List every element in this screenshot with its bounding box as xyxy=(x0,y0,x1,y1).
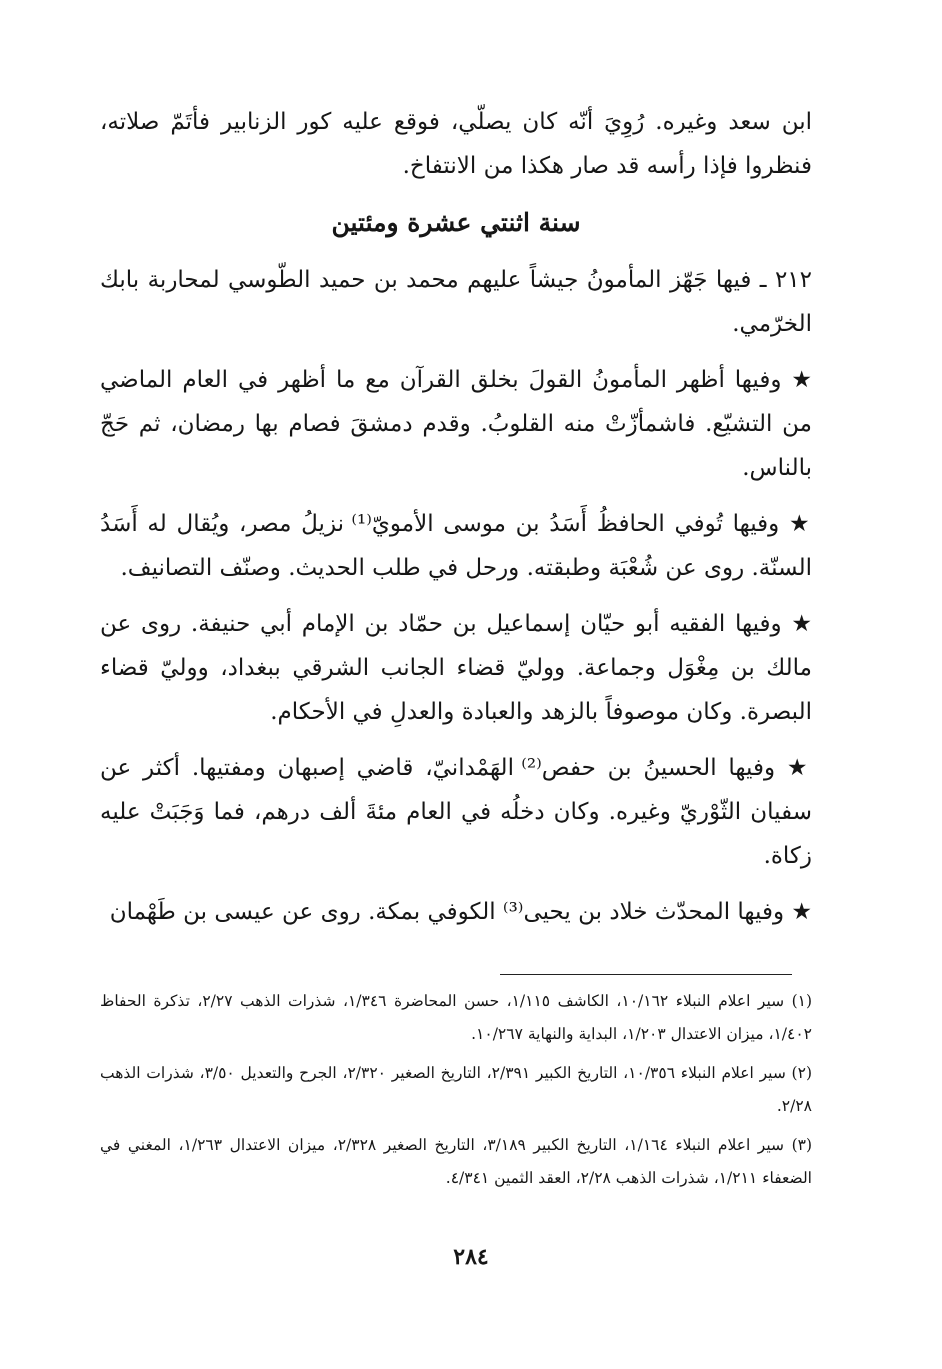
opening-paragraph: ابن سعد وغيره. رُوِيَ أنّه كان يصلّي، فوقع عليه كور الزنابير فأتَمّ صلاته، فنظروا فإذا رأسه قد صار هكذا من الانتفاخ. xyxy=(100,109,812,179)
entry-quran: ★ وفيها أظهر المأمونُ القولَ بخلق القرآن مع ما أظهر في العام الماضي من التشيّع. فاشمأزّتْ منه القلوبُ. وقدم دمشقَ فصام بها رمضان، ثم حَجّ بالناس. xyxy=(100,367,812,481)
footnote-1: (١) سير اعلام النبلاء ١٠/١٦٢، الكاشف ١/١١٥، حسن المحاضرة ١/٣٤٦، شذرات الذهب ٢/٢٧، تذكرة الحفاظ ١/٤٠٢، ميزان الاعتدال ١/٢٠٣، البداية والنهاية ١٠/٢٦٧. xyxy=(100,992,813,1043)
entry-asad: ★ وفيها تُوفي الحافظُ أَسَدُ بن موسى الأمويّ⁽¹⁾ نزيلُ مصر، ويُقال له أَسَدُ السنّة. روى عن شُعْبَة وطبقته. ورحل في طلب الحديث. وصنّف التصانيف. xyxy=(100,511,812,581)
page-number: ٢٨٤ xyxy=(453,1244,489,1270)
entry-ismail: ★ وفيها الفقيه أبو حيّان إسماعيل بن حمّاد بن الإمام أبي حنيفة. روى عن مالك بن مِغْوَل وجماعة. ووليّ قضاء الجانب الشرقي ببغداد، ووليّ قضاء البصرة. وكان موصوفاً بالزهد والعبادة والعدلِ في الأحكام. xyxy=(100,611,812,725)
entry-212: ٢١٢ ـ فيها جَهّز المأمونُ جيشاً عليهم محمد بن حميد الطّوسي لمحاربة بابك الخرّمي. xyxy=(100,267,812,337)
entry-husayn: ★ وفيها الحسينُ بن حفص⁽²⁾ الهَمْدانيّ، قاضي إصبهان ومفتيها. أكثر عن سفيان الثّوْريّ وغيره. وكان دخلُه في العام مئةَ ألف درهم، فما وَجَبَتْ عليه زكاة. xyxy=(100,755,812,869)
footnote-2: (٢) سير اعلام النبلاء ١٠/٣٥٦، التاريخ الكبير ٢/٣٩١، التاريخ الصغير ٢/٣٢٠، الجرح والتعديل ٣/٥٠، شذرات الذهب ٢/٢٨. xyxy=(100,1064,812,1115)
entry-khallad: ★ وفيها المحدّث خلاد بن يحيى⁽³⁾ الكوفي بمكة. روى عن عيسى بن طَهْمان xyxy=(109,899,812,925)
footnote-3: (٣) سير اعلام النبلاء ١/١٦٤، التاريخ الكبير ٣/١٨٩، التاريخ الصغير ٢/٣٢٨، ميزان الاعتدال ١/٢٦٣، المغني في الضعفاء ١/٢١١، شذرات الذهب ٢/٢٨، العقد الثمين ٤/٣٤١. xyxy=(100,1136,813,1187)
footnotes xyxy=(100,985,812,1201)
main-text xyxy=(100,100,812,934)
year-heading: سنة اثنتي عشرة ومئتين xyxy=(331,208,581,237)
footnote-divider xyxy=(500,974,792,975)
